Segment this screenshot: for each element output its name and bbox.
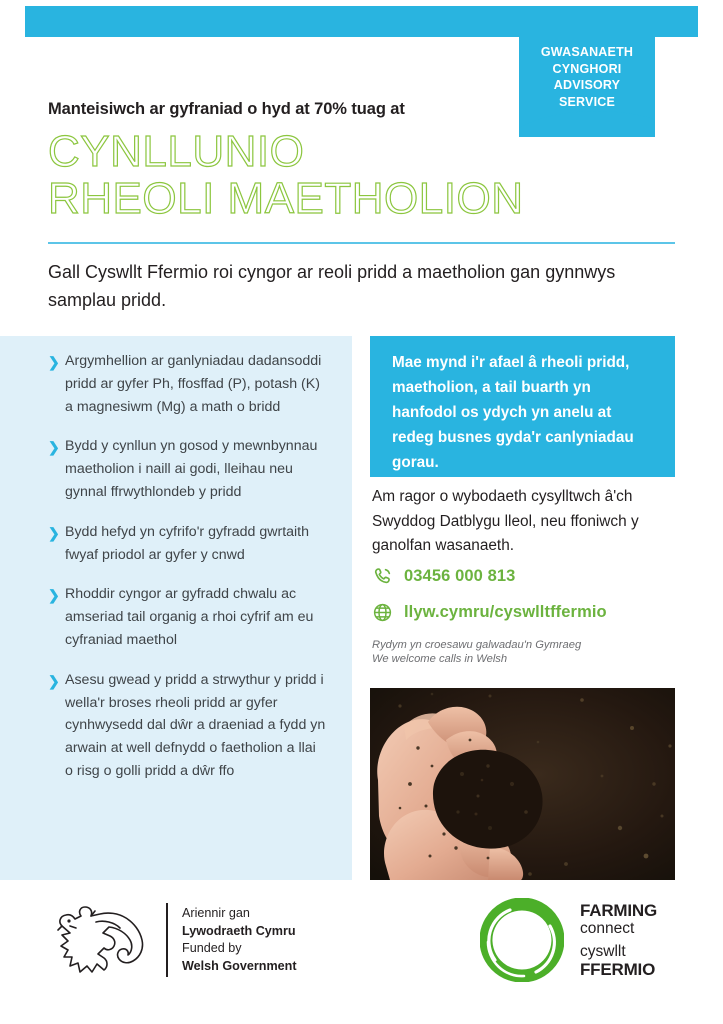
farming-connect-wordmark bbox=[580, 902, 657, 978]
list-item bbox=[48, 521, 326, 567]
benefits-panel bbox=[0, 336, 352, 880]
funded-by-en: Funded by bbox=[182, 941, 242, 955]
badge-line-2: CYNGHORI bbox=[552, 61, 622, 76]
list-item-label: Asesu gwead y pridd a strwythur y pridd i wella'r broses rheoli pridd ar gyfer cynhwysedd dal dŵr a draeniad a fydd yn arwain at well defnydd o faetholion a llai o risg o golli pridd a dŵr ffo bbox=[65, 671, 326, 779]
farming-connect-swirl-icon bbox=[480, 898, 564, 982]
chevron-right-icon: ❯ bbox=[48, 439, 60, 456]
benefits-list bbox=[48, 350, 326, 783]
list-item-label: Argymhellion ar ganlyniadau dadansoddi pridd ar gyfer Ph, ffosffad (P), potash (K) a magnesiwm (Mg) a math o bridd bbox=[65, 353, 322, 415]
list-item-label: Rhoddir cyngor ar gyfradd chwalu ac amseriad tail organig a rhoi cyfrif am eu cyfraniad maethol bbox=[65, 586, 314, 648]
chevron-right-icon: ❯ bbox=[48, 524, 60, 541]
highlight-callout bbox=[370, 336, 675, 477]
advisory-service-badge bbox=[519, 37, 655, 137]
welsh-government-logo bbox=[48, 900, 297, 980]
chevron-right-icon: ❯ bbox=[48, 672, 60, 689]
fc-line-1: FARMING bbox=[580, 901, 657, 920]
badge-line-4: SERVICE bbox=[558, 94, 616, 109]
list-item bbox=[48, 669, 326, 783]
phone-number: 03456 000 813 bbox=[404, 567, 516, 585]
fc-line-4: FFERMIO bbox=[580, 959, 656, 979]
welsh-language-note-cy: Rydym yn croesawu galwadau'n Gymraeg bbox=[372, 639, 582, 651]
logo-divider bbox=[166, 903, 168, 977]
gov-name-cy: Lywodraeth Cymru bbox=[182, 923, 296, 938]
badge-line-3: ADVISORY bbox=[553, 78, 621, 92]
fc-line-3: cyswllt bbox=[580, 943, 626, 960]
farming-connect-logo bbox=[480, 898, 657, 982]
kicker-text: Manteisiwch ar gyfraniad o hyd at 70% tuag at bbox=[48, 100, 405, 118]
page-title-line-1: CYNLLUNIO bbox=[48, 127, 305, 176]
funded-by-cy: Ariennir gan bbox=[182, 906, 250, 920]
welsh-government-text bbox=[182, 905, 297, 975]
contact-phone[interactable] bbox=[372, 566, 515, 587]
contact-website[interactable] bbox=[372, 602, 607, 623]
advisory-service-badge-text bbox=[519, 44, 655, 110]
chevron-right-icon: ❯ bbox=[48, 587, 60, 604]
top-blue-banner bbox=[25, 6, 698, 37]
list-item bbox=[48, 350, 326, 418]
page-title bbox=[48, 128, 523, 222]
fc-line-2: connect bbox=[580, 919, 635, 937]
intro-paragraph: Gall Cyswllt Ffermio roi cyngor ar reoli pridd a maetholion gan gynnwys samplau pridd. bbox=[48, 262, 616, 310]
list-item-label: Bydd hefyd yn cyfrifo'r gyfradd gwrtaith fwyaf priodol ar gyfer y cnwd bbox=[65, 523, 310, 563]
list-item bbox=[48, 583, 326, 651]
page-title-line-2: RHEOLI MAETHOLION bbox=[48, 174, 524, 223]
welsh-language-note-en: We welcome calls in Welsh bbox=[372, 653, 508, 665]
globe-icon bbox=[372, 602, 393, 623]
welsh-language-note bbox=[372, 638, 672, 666]
badge-swoosh-inner-icon bbox=[519, 111, 655, 137]
welsh-dragon-icon bbox=[48, 900, 152, 980]
list-item-label: Bydd y cynllun yn gosod y mewnbynnau maetholion i naill ai godi, lleihau neu gynnal ffrwythlondeb y pridd bbox=[65, 438, 318, 500]
highlight-callout-text: Mae mynd i'r afael â rheoli pridd, maetholion, a tail buarth yn hanfodol os ydych yn anelu at redeg busnes gyda'r canlyniadau gorau. bbox=[392, 354, 634, 471]
website-url: llyw.cymru/cyswlltffermio bbox=[404, 603, 607, 621]
phone-icon bbox=[372, 566, 393, 587]
gov-name-en: Welsh Government bbox=[182, 958, 297, 973]
contact-paragraph: Am ragor o wybodaeth cysylltwch â'ch Swyddog Datblygu lleol, neu ffoniwch y ganolfan wasanaeth. bbox=[372, 488, 639, 554]
chevron-right-icon: ❯ bbox=[48, 354, 60, 370]
soil-in-hands-photo bbox=[370, 688, 675, 880]
badge-line-1: GWASANAETH bbox=[540, 45, 634, 59]
list-item bbox=[48, 435, 326, 503]
soil-photo-graphic bbox=[370, 688, 675, 880]
header-divider bbox=[48, 242, 675, 244]
